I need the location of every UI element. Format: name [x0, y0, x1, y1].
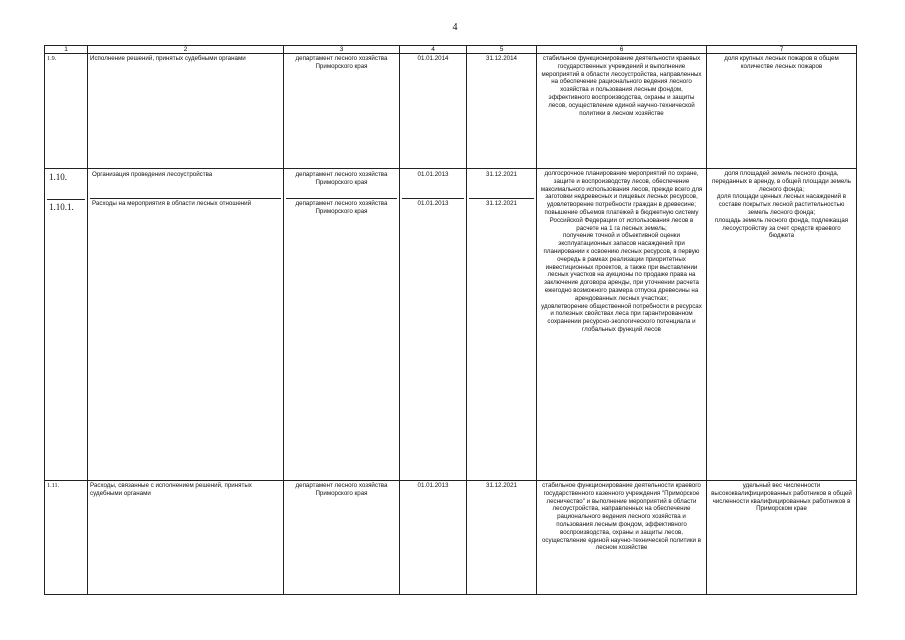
table-row — [45, 54, 857, 169]
expected-result: стабильное функционирование деятельности краевых государственных учреждений и выполнение мероприятий в области лесоустройства, направленных на обеспечение рационального ведения лесного хозяйства и пользования лесным фондом, эффективного воспроизводства, охраны и защиты лесов, осуществление единой научно-технической политики в лесном хозяйстве — [537, 54, 707, 169]
start-date: 01.01.2013 — [417, 200, 449, 207]
start-date-cell — [400, 169, 467, 481]
column-header: 7 — [707, 46, 857, 54]
end-date: 31.12.2021 — [486, 200, 517, 207]
column-header: 4 — [400, 46, 467, 54]
table-row — [45, 169, 857, 481]
header-row — [45, 46, 857, 54]
row-number: 1.9. — [45, 54, 88, 169]
expected-result: долгосрочное планирование мероприятий по охране, защите и воспроизводству лесов, обеспечение максимального использования лесов, прежде всего для заготовки недревесных и пищевых лесных ресурсов, удовлетворение потребности граждан в древесине; повышение объемов платежей в бюджетную систему Российской Федерации от использования лесов в расчете на 1 га лесных земель; получение точной и объективной оценки эксплуатационных запасов насаждений при планировании к освоению лесных ресурсов, в первую очередь в рамках реализации приоритетных инвестиционных проектов, а также при выставлении лесных участков на аукционы по продаже права на заключение договора аренды, при уточнении расчета ежегодно возможного размера отпуска древесины на арендованных лесных участках; удовлетворение общественной потребности в ресурсах и полезных свойствах леса при гарантированном сохранении ресурсно-экологического потенциала и глобальных функций лесов — [537, 169, 707, 481]
table-row — [45, 481, 857, 595]
column-header: 6 — [537, 46, 707, 54]
executor: департамент лесного хозяйства Приморского края — [286, 170, 397, 199]
start-date: 01.01.2014 — [400, 54, 467, 169]
page-number: 4 — [452, 22, 458, 33]
measure-name: Расходы, связанные с исполнением решений, принятых судебными органами — [88, 481, 284, 595]
expected-result: стабильное функционирование деятельности краевого государственного казенного учреждения "Приморское лесничество" и выполнение мероприятий в области лесоустройства, направленных на обеспечение рационального ведения лесного хозяйства и пользования лесным фондом, эффективного воспроизводства, охраны и защиты лесов, осуществление единой научно-технической политики в лесном хозяйстве — [537, 481, 707, 595]
column-header: 3 — [284, 46, 400, 54]
row-number: 1.10.1. — [49, 202, 74, 212]
row-number-cell — [45, 169, 88, 481]
executor-cell — [284, 169, 400, 481]
end-date: 31.12.2014 — [467, 54, 537, 169]
start-date: 01.01.2013 — [402, 170, 464, 199]
end-date: 31.12.2021 — [469, 170, 534, 199]
executor: департамент лесного хозяйства Приморского края — [284, 481, 400, 595]
measure-name: Расходы на мероприятия в области лесных отношений — [92, 200, 252, 207]
executor: департамент лесного хозяйства Приморского края — [295, 200, 388, 215]
measure-name: Организация проведения лесоустройства — [90, 170, 281, 199]
column-header: 1 — [45, 46, 88, 54]
row-number: 1.11. — [45, 481, 88, 595]
end-date: 31.12.2021 — [467, 481, 537, 595]
executor: департамент лесного хозяйства Приморского края — [284, 54, 400, 169]
column-header: 2 — [88, 46, 284, 54]
end-date-cell — [467, 169, 537, 481]
program-table — [44, 45, 857, 595]
measure-name-cell — [88, 169, 284, 481]
start-date: 01.01.2013 — [400, 481, 467, 595]
indicator: удельный вес численности высококвалифицированных работников в общей численности квалифицированных работников в Приморском крае — [707, 481, 857, 595]
indicator: доля площадей земель лесного фонда, переданных в аренду, в общей площади земель лесного фонда; доля площади ценных лесных насаждений в составе покрытых лесной растительностью земель лесного фонда; площадь земель лесного фонда, подлежащая лесоустройству за счет средств краевого бюджета — [707, 169, 857, 481]
column-header: 5 — [467, 46, 537, 54]
row-number: 1.10. — [47, 170, 85, 200]
indicator: доля крупных лесных пожаров в общем количестве лесных пожаров — [707, 54, 857, 169]
measure-name: Исполнение решений, принятых судебными органами — [88, 54, 284, 169]
